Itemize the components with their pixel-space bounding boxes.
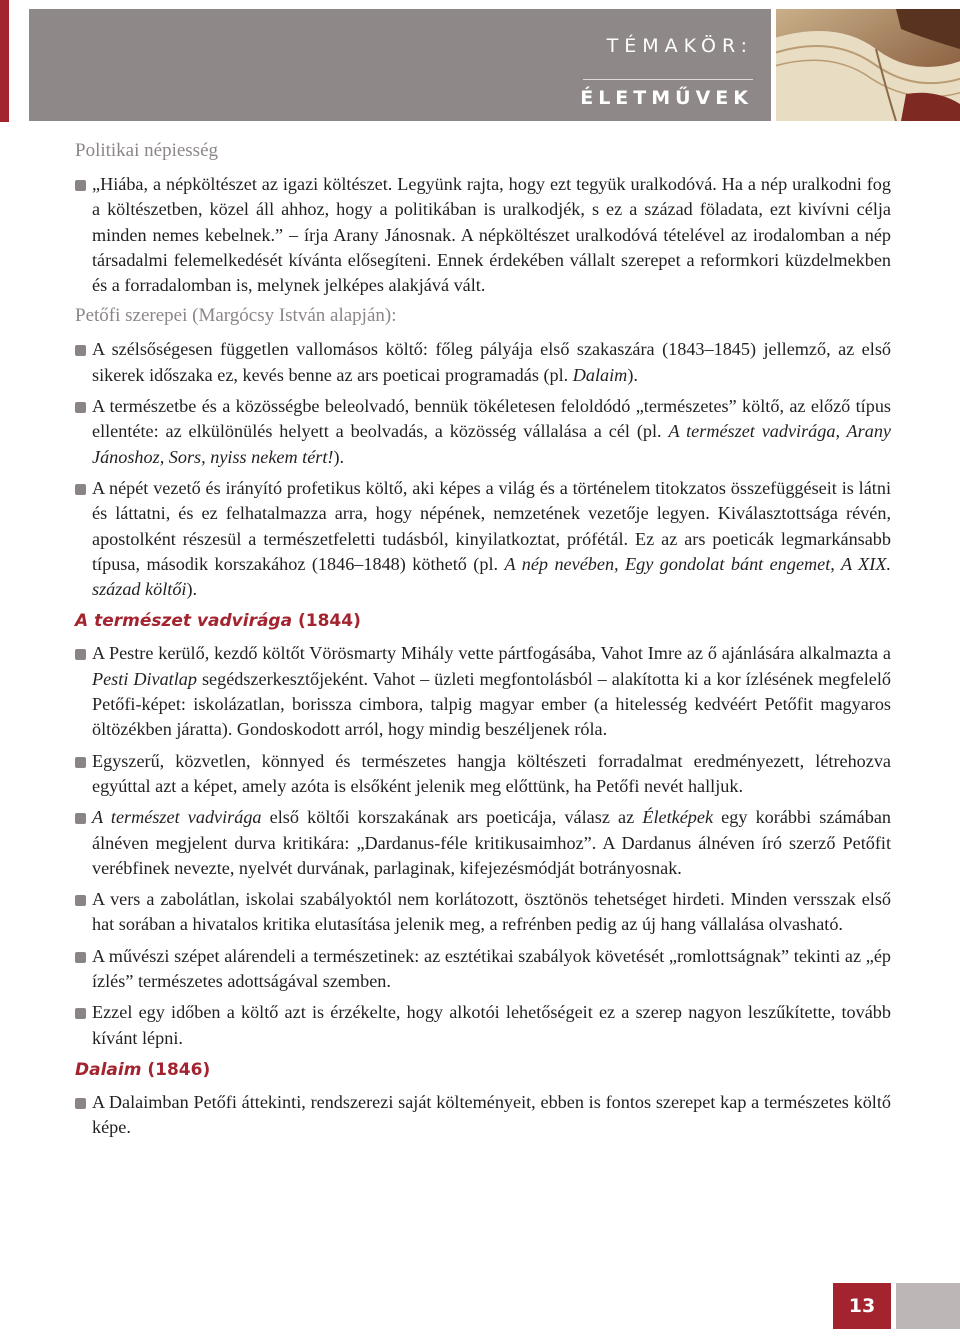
section-heading-dalaim: Dalaim (1846) — [75, 1059, 211, 1080]
list-item: A Pestre kerülő, kezdő költőt Vörösmarty Mihály vette pártfogásába, Vahot Imre az ő ajánlására alkalmazta a Pesti Divatlap segédszerkesztőjeként. Vahot – üzleti megfontolásból – alakította ki a kor ízlésének megfelelő Petőfi-képet: iskolázatlan, borissza cimbora, talpig magyar ember (a hitelesség kedvéért Petőfit magyaros öltözékben járatta). Gondoskodott arról, hogy mindig beszéljenek róla. — [75, 641, 891, 742]
section-heading-szerepei: Petőfi szerepei (Margócsy István alapján): — [75, 305, 397, 327]
list-item: A vers a zabolátlan, iskolai szabályoktól nem korlátozott, ösztönös tehetséget hirdeti. Minden versszak első hat sorában a hivatalos kritika elutasítása jelenik meg, a refrénben pedig az új hang vállalása olvasható. — [75, 887, 891, 938]
list-szerepei — [75, 337, 891, 602]
topic-name: ÉLETMŰVEK — [580, 87, 753, 109]
header-band — [29, 9, 771, 121]
list-item: A természetbe és a közösségbe beleolvadó, bennük tökéletesen feloldódó „természetes” költő, az előző típus ellentéte: az elkülönülés helyett a beolvadás, a közösség vállalása a cél (pl. A természet vadvirága, Arany Jánoshoz, Sors, nyiss nekem tért!). — [75, 394, 891, 470]
list-dalaim — [75, 1090, 891, 1141]
page-number: 13 — [833, 1283, 891, 1329]
topic-label: TÉMAKÖR: — [606, 35, 753, 57]
list-item: A természet vadvirága első költői korszakának ars poeticája, válasz az Életképek egy korábbi számában álnéven megjelent durva kritikára: „Dardanus-féle kritikusaimhoz”. A Dardanus álnéven író szerző Petőfit verébfinek nevezte, nyelvét durvának, parlaginak, kifejezésmódját botrányosnak. — [75, 805, 891, 881]
list-item: A Dalaimban Petőfi áttekinti, rendszerezi saját költeményeit, ebben is fontos szerepet kap a természetes költő képe. — [75, 1090, 891, 1141]
open-book-photo-icon — [776, 9, 960, 121]
list-item: A szélsőségesen független vallomásos költő: főleg pályája első szakaszára (1843–1845) jellemző, az első sikerek időszaka ez, kevés benne az ars poeticai programadás (pl. Dalaim). — [75, 337, 891, 388]
list-item: A népét vezető és irányító profetikus költő, aki képes a világ és a történelem titokzatos összefüggéseit is látni és láttatni, és ez felhatalmazza arra, hogy népének, nemzetének vezetője legyen. Kiválasztottsága révén, apostolként részesül a természetfeletti tudásból, kinyilatkoztat, prófétál. Ez az ars poeticák legmarkánsabb típusa, második korszakához (1846–1848) köthető (pl. A nép nevében, Egy gondolat bánt engemet, A XIX. század költői). — [75, 476, 891, 602]
header-accent-strip — [0, 0, 9, 122]
list-item: Ezzel egy időben a költő azt is érzékelte, hogy alkotói lehetőségeit ez a szerep nagyon leszűkítette, tovább kívánt lépni. — [75, 1000, 891, 1051]
list-item: Egyszerű, közvetlen, könnyed és természetes hangja költészeti forradalmat eredményezett, létrehozva egyúttal azt a képet, amely azóta is elsőként jelenik meg előttünk, ha Petőfi nevét halljuk. — [75, 749, 891, 800]
list-item: A művészi szépet alárendeli a természetinek: az esztétikai szabályok követését „romlottságnak” tekinti az „ép ízlés” természetes adottságával szemben. — [75, 944, 891, 995]
section-heading-vadviraga: A természet vadvirága (1844) — [75, 611, 361, 632]
footer-strip — [896, 1283, 960, 1329]
list-item: „Hiába, a népköltészet az igazi költészet. Legyünk rajta, hogy ezt tegyük uralkodóvá. Ha a nép uralkodni fog a költészetben, közel áll ahhoz, hogy a politikában is uralkodjék, s ez a század föladata, ezt kivívni célja minden nemes kebelnek.” – írja Arany Jánosnak. A népköltészet uralkodóvá tételével az irodalomban a nép társadalmi felemelkedését kívánta elősegíteni. Ennek érdekében vállalt szerepet a reformkori küzdelmekben és a forradalomban is, melynek jelképes alakjává vált. — [75, 172, 891, 298]
list-politikai — [75, 172, 891, 298]
page-content — [75, 139, 891, 1147]
list-vadviraga — [75, 641, 891, 1050]
topic-divider — [583, 79, 753, 80]
section-heading-politikai: Politikai népiesség — [75, 140, 219, 161]
